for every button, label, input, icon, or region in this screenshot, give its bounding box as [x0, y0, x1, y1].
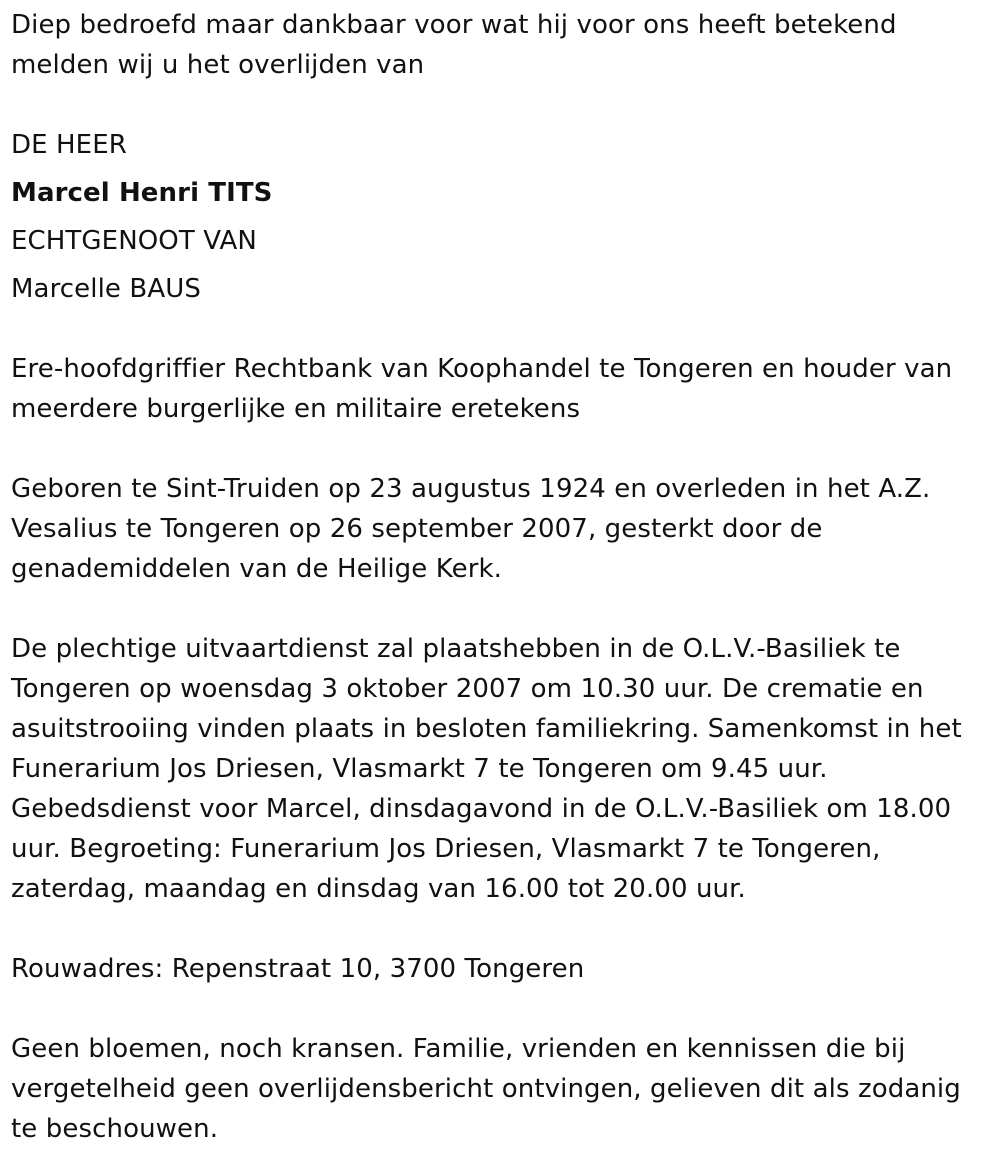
funeral-line-1: De plechtige uitvaartdienst zal plaatshebben in de O.L.V.-Basiliek te	[11, 634, 901, 664]
birth-death-line-1: Geboren te Sint-Truiden op 23 augustus 1924 en overleden in het A.Z.	[11, 474, 931, 504]
closing-line-1: Geen bloemen, noch kransen. Familie, vrienden en kennissen die bij	[11, 1034, 906, 1064]
intro-line-2: melden wij u het overlijden van	[11, 50, 425, 80]
funeral-line-5: Gebedsdienst voor Marcel, dinsdagavond in de O.L.V.-Basiliek om 18.00	[11, 794, 952, 824]
spouse-name: Marcelle BAUS	[11, 274, 201, 304]
function-line-1: Ere-hoofdgriffier Rechtbank van Koophandel te Tongeren en houder van	[11, 354, 953, 384]
function-line-2: meerdere burgerlijke en militaire eretekens	[11, 394, 581, 424]
funeral-line-7: zaterdag, maandag en dinsdag van 16.00 tot 20.00 uur.	[11, 874, 746, 904]
mourning-address: Rouwadres: Repenstraat 10, 3700 Tongeren	[11, 954, 585, 984]
funeral-line-2: Tongeren op woensdag 3 oktober 2007 om 10.30 uur. De crematie en	[11, 674, 924, 704]
deceased-title: DE HEER	[11, 130, 127, 160]
funeral-line-4: Funerarium Jos Driesen, Vlasmarkt 7 te Tongeren om 9.45 uur.	[11, 754, 828, 784]
deceased-name: Marcel Henri TITS	[11, 178, 273, 208]
deceased-relation: ECHTGENOOT VAN	[11, 226, 257, 256]
closing-line-3: te beschouwen.	[11, 1114, 219, 1144]
intro-line-1: Diep bedroefd maar dankbaar voor wat hij voor ons heeft betekend	[11, 10, 897, 40]
funeral-line-6: uur. Begroeting: Funerarium Jos Driesen, Vlasmarkt 7 te Tongeren,	[11, 834, 881, 864]
birth-death-line-2: Vesalius te Tongeren op 26 september 2007, gesterkt door de	[11, 514, 823, 544]
birth-death-line-3: genademiddelen van de Heilige Kerk.	[11, 554, 502, 584]
closing-line-2: vergetelheid geen overlijdensbericht ontvingen, gelieven dit als zodanig	[11, 1074, 961, 1104]
funeral-line-3: asuitstrooiing vinden plaats in besloten familiekring. Samenkomst in het	[11, 714, 962, 744]
